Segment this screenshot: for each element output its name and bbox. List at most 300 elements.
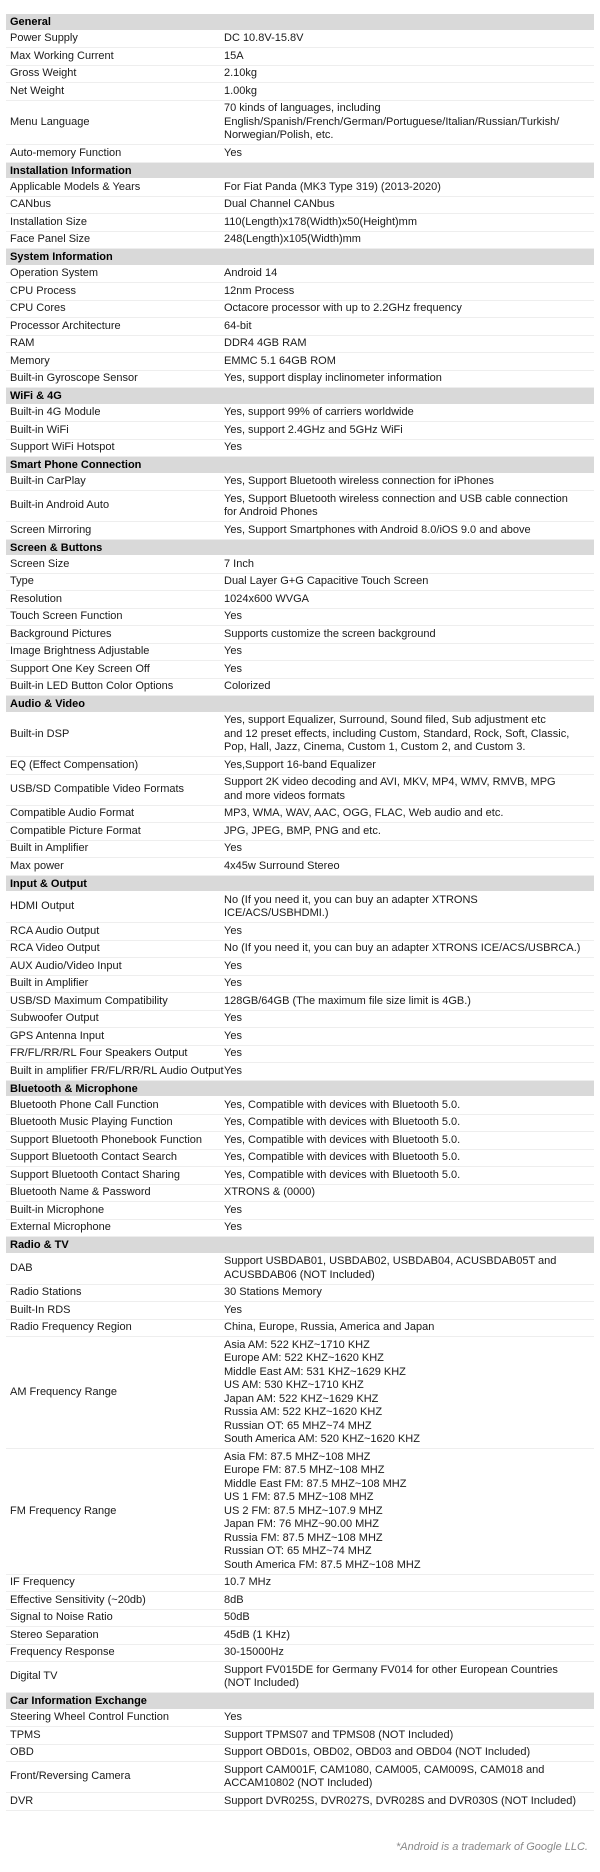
- spec-value: [224, 644, 594, 661]
- spec-value-line: 1.00kg: [224, 84, 258, 97]
- spec-row: [6, 713, 594, 758]
- spec-label: Built-in LED Button Color Options: [10, 680, 174, 692]
- spec-row: [6, 556, 594, 574]
- spec-row: [6, 1610, 594, 1628]
- spec-value: [224, 1285, 594, 1302]
- section-header: Smart Phone Connection: [6, 457, 594, 474]
- spec-label: EQ (Effect Compensation): [10, 758, 139, 771]
- spec-value-line: Middle East FM: 87.5 MHZ~108 MHZ: [224, 1477, 407, 1490]
- spec-label: Built-in WiFi: [10, 423, 69, 436]
- spec-value: [224, 892, 594, 922]
- spec-value-line: Support USBDAB01, USBDAB02, USBDAB04, ACUSBDAB05T and: [224, 1255, 557, 1267]
- spec-row: [6, 661, 594, 679]
- spec-row: [6, 1627, 594, 1645]
- spec-row: [6, 841, 594, 859]
- spec-label: Effective Sensitivity (~20db): [10, 1593, 146, 1606]
- spec-value-line: 30 Stations Memory: [224, 1286, 322, 1298]
- spec-value: [224, 1337, 594, 1448]
- spec-row: [6, 976, 594, 994]
- spec-label: Built-in 4G Module: [10, 406, 101, 418]
- spec-label: External Microphone: [10, 1221, 111, 1233]
- spec-value: [224, 976, 594, 993]
- spec-value: [224, 1592, 594, 1609]
- spec-value: [224, 841, 594, 858]
- spec-label: Bluetooth Music Playing Function: [10, 1116, 173, 1128]
- spec-row: [6, 1745, 594, 1763]
- spec-value-line: No (If you need it, you can buy an adapter XTRONS ICE/ACS/USBRCA.): [224, 942, 581, 954]
- spec-label: Steering Wheel Control Function: [10, 1711, 169, 1723]
- spec-value-line: Europe AM: 522 KHZ~1620 KHZ: [224, 1352, 384, 1364]
- spec-value-line: Yes: [224, 842, 242, 854]
- spec-label: Max Working Current: [10, 49, 114, 62]
- section-header: Screen & Buttons: [6, 540, 594, 557]
- spec-row: [6, 48, 594, 66]
- spec-row: [6, 1115, 594, 1133]
- spec-value: [224, 1302, 594, 1319]
- spec-value-line: Yes: [224, 1012, 242, 1024]
- section-header: Installation Information: [6, 163, 594, 180]
- spec-row: [6, 474, 594, 492]
- section-header: Input & Output: [6, 876, 594, 893]
- spec-value-line: 70 kinds of languages, including: [224, 102, 381, 114]
- spec-value-line: 128GB/64GB (The maximum file size limit is 4GB.): [224, 994, 471, 1007]
- spec-row: [6, 823, 594, 841]
- spec-value-line: US 2 FM: 87.5 MHZ~107.9 MHZ: [224, 1504, 383, 1517]
- spec-label: AM Frequency Range: [10, 1385, 117, 1398]
- spec-label: Radio Frequency Region: [10, 1321, 132, 1333]
- spec-label: Built-in Android Auto: [10, 499, 110, 512]
- spec-value-line: Yes, Support Bluetooth wireless connection for iPhones: [224, 475, 494, 487]
- spec-value: [224, 556, 594, 573]
- spec-label: USB/SD Maximum Compatibility: [10, 994, 168, 1007]
- spec-value: [224, 31, 594, 48]
- spec-value: [224, 1254, 594, 1284]
- spec-row: [6, 574, 594, 592]
- spec-value: [224, 101, 594, 145]
- spec-label: Built-in Microphone: [10, 1203, 105, 1216]
- spec-row: [6, 757, 594, 775]
- spec-row: [6, 318, 594, 336]
- spec-value-line: South America AM: 520 KHZ~1620 KHZ: [224, 1433, 420, 1445]
- section-header: Radio & TV: [6, 1237, 594, 1254]
- spec-value-line: Yes, Support Smartphones with Android 8.0/iOS 9.0 and above: [224, 523, 531, 536]
- spec-value-line: Yes, support display inclinometer information: [224, 372, 442, 384]
- spec-value-line: Yes: [224, 1029, 242, 1042]
- spec-value-line: JPG, JPEG, BMP, PNG and etc.: [224, 824, 381, 837]
- spec-row: [6, 31, 594, 49]
- spec-label: Support Bluetooth Contact Sharing: [10, 1168, 181, 1181]
- spec-value-line: Europe FM: 87.5 MHZ~108 MHZ: [224, 1464, 385, 1476]
- spec-row: [6, 609, 594, 627]
- spec-value: [224, 679, 594, 696]
- spec-row: [6, 491, 594, 522]
- spec-value: [224, 858, 594, 875]
- spec-row: [6, 1762, 594, 1793]
- spec-value-line: Norwegian/Polish, etc.: [224, 129, 334, 141]
- spec-row: [6, 1254, 594, 1285]
- spec-value-line: and more videos formats: [224, 789, 346, 802]
- spec-label: Built in Amplifier: [10, 842, 89, 854]
- spec-label: Power Supply: [10, 32, 78, 44]
- spec-row: [6, 283, 594, 301]
- spec-value: [224, 405, 594, 422]
- spec-row: [6, 1063, 594, 1081]
- spec-value-line: Yes: [224, 645, 242, 657]
- spec-value-line: Russia FM: 87.5 MHZ~108 MHZ: [224, 1531, 383, 1544]
- spec-row: [6, 993, 594, 1011]
- spec-value-line: (NOT Included): [224, 1677, 299, 1689]
- spec-value-line: Yes, support 99% of carriers worldwide: [224, 406, 414, 418]
- spec-value-line: Yes: [224, 1221, 242, 1233]
- spec-value-line: Yes, support Equalizer, Surround, Sound filed, Sub adjustment etc: [224, 714, 546, 726]
- spec-value-line: 8dB: [224, 1593, 244, 1606]
- spec-value: [224, 266, 594, 283]
- spec-row: [6, 197, 594, 215]
- spec-value: [224, 775, 594, 805]
- spec-row: [6, 1011, 594, 1029]
- spec-value: [224, 197, 594, 214]
- spec-value-line: US 1 FM: 87.5 MHZ~108 MHZ: [224, 1491, 374, 1503]
- spec-row: [6, 1793, 594, 1811]
- spec-row: [6, 1320, 594, 1338]
- spec-label: USB/SD Compatible Video Formats: [10, 782, 185, 795]
- spec-value: [224, 1662, 594, 1692]
- spec-value-line: 50dB: [224, 1611, 250, 1623]
- spec-row: [6, 923, 594, 941]
- spec-label: Operation System: [10, 267, 99, 279]
- spec-value-line: 10.7 MHz: [224, 1576, 272, 1588]
- spec-label: Built-in CarPlay: [10, 475, 86, 487]
- spec-row: [6, 858, 594, 876]
- spec-label: HDMI Output: [10, 900, 75, 913]
- spec-value: [224, 1150, 594, 1167]
- spec-value-line: ACCAM10802 (NOT Included): [224, 1777, 373, 1789]
- spec-value: [224, 1727, 594, 1744]
- spec-label: Auto-memory Function: [10, 146, 122, 159]
- spec-label: Menu Language: [10, 115, 90, 128]
- spec-row: [6, 440, 594, 458]
- spec-value: [224, 48, 594, 65]
- spec-value: [224, 1762, 594, 1792]
- spec-row: [6, 336, 594, 354]
- spec-label: Built in amplifier FR/FL/RR/RL Audio Output: [10, 1064, 224, 1077]
- spec-row: [6, 1727, 594, 1745]
- spec-value-line: Yes, Support Bluetooth wireless connection and USB cable connection: [224, 492, 568, 505]
- spec-value: [224, 371, 594, 388]
- spec-value: [224, 145, 594, 162]
- spec-label: Memory: [10, 354, 50, 367]
- spec-value-line: EMMC 5.1 64GB ROM: [224, 354, 336, 367]
- spec-label: Processor Architecture: [10, 319, 121, 332]
- spec-value-line: for Android Phones: [224, 506, 318, 518]
- spec-value-line: 12nm Process: [224, 284, 295, 297]
- spec-value-line: Yes, Compatible with devices with Bluetooth 5.0.: [224, 1168, 461, 1181]
- spec-row: [6, 101, 594, 146]
- spec-label: FR/FL/RR/RL Four Speakers Output: [10, 1047, 188, 1059]
- spec-row: [6, 775, 594, 806]
- spec-value: [224, 318, 594, 335]
- section-header: Audio & Video: [6, 696, 594, 713]
- spec-value-line: Asia FM: 87.5 MHZ~108 MHZ: [224, 1450, 371, 1463]
- spec-value-line: 2.10kg: [224, 67, 258, 79]
- spec-row: [6, 405, 594, 423]
- spec-value: [224, 1575, 594, 1592]
- spec-label: Built in Amplifier: [10, 977, 89, 989]
- spec-value-line: Dual Layer G+G Capacitive Touch Screen: [224, 575, 429, 587]
- spec-label: Built-in DSP: [10, 727, 70, 740]
- spec-label: Built-in Gyroscope Sensor: [10, 372, 138, 384]
- spec-label: Front/Reversing Camera: [10, 1770, 131, 1783]
- spec-label: AUX Audio/Video Input: [10, 959, 122, 972]
- spec-label: IF Frequency: [10, 1576, 75, 1588]
- spec-label: Support One Key Screen Off: [10, 662, 150, 675]
- spec-value: [224, 353, 594, 370]
- spec-label: Installation Size: [10, 215, 88, 228]
- spec-row: [6, 679, 594, 697]
- spec-value: [224, 1710, 594, 1727]
- spec-label: Gross Weight: [10, 67, 77, 79]
- spec-row: [6, 1662, 594, 1693]
- spec-row: [6, 591, 594, 609]
- spec-value: [224, 941, 594, 958]
- spec-row: [6, 644, 594, 662]
- spec-value: [224, 958, 594, 975]
- spec-value-line: Support TPMS07 and TPMS08 (NOT Included): [224, 1728, 454, 1741]
- spec-value: [224, 83, 594, 100]
- spec-row: [6, 941, 594, 959]
- spec-row: [6, 1132, 594, 1150]
- spec-value: [224, 522, 594, 539]
- spec-value: [224, 574, 594, 591]
- spec-value-line: Pop, Hall, Jazz, Cinema, Custom 1, Custom 2, and Custom 3.: [224, 741, 526, 753]
- spec-row: [6, 214, 594, 232]
- spec-value-line: Support DVR025S, DVR027S, DVR028S and DVR030S (NOT Included): [224, 1794, 576, 1807]
- spec-value-line: For Fiat Panda (MK3 Type 319) (2013-2020): [224, 180, 441, 193]
- spec-row: [6, 892, 594, 923]
- spec-value: [224, 806, 594, 823]
- spec-value: [224, 1011, 594, 1028]
- spec-value: [224, 1063, 594, 1080]
- spec-value: [224, 1028, 594, 1045]
- spec-row: [6, 266, 594, 284]
- spec-value-line: English/Spanish/French/German/Portuguese/Italian/Russian/Turkish/: [224, 115, 560, 128]
- spec-value: [224, 661, 594, 678]
- spec-label: Stereo Separation: [10, 1628, 99, 1641]
- spec-value: [224, 823, 594, 840]
- spec-row: [6, 1592, 594, 1610]
- spec-value-line: Yes, Compatible with devices with Bluetooth 5.0.: [224, 1133, 461, 1146]
- spec-label: Signal to Noise Ratio: [10, 1611, 113, 1623]
- spec-value-line: Supports customize the screen background: [224, 627, 436, 640]
- spec-value-line: MP3, WMA, WAV, AAC, OGG, FLAC, Web audio and etc.: [224, 807, 504, 819]
- spec-value: [224, 422, 594, 439]
- spec-value-line: 110(Length)x178(Width)x50(Height)mm: [224, 215, 417, 228]
- spec-label: Compatible Picture Format: [10, 824, 141, 837]
- spec-value: [224, 1167, 594, 1184]
- spec-label: Type: [10, 575, 34, 587]
- spec-value-line: No (If you need it, you can buy an adapter XTRONS: [224, 893, 478, 906]
- spec-label: Support WiFi Hotspot: [10, 441, 115, 453]
- spec-value-line: Yes, Compatible with devices with Bluetooth 5.0.: [224, 1151, 461, 1163]
- spec-row: [6, 353, 594, 371]
- spec-value-line: Japan FM: 76 MHZ~90.00 MHZ: [224, 1518, 379, 1530]
- spec-row: [6, 1046, 594, 1064]
- spec-value-line: Yes: [224, 610, 242, 622]
- spec-label: Applicable Models & Years: [10, 180, 141, 193]
- spec-label: Net Weight: [10, 84, 65, 97]
- spec-value-line: ACUSBDAB06 (NOT Included): [224, 1268, 375, 1281]
- spec-value-line: US AM: 530 KHZ~1710 KHZ: [224, 1379, 364, 1391]
- spec-value-line: Yes: [224, 977, 242, 989]
- spec-row: [6, 1575, 594, 1593]
- spec-row: [6, 1449, 594, 1575]
- spec-value-line: 45dB (1 KHz): [224, 1628, 291, 1641]
- spec-row: [6, 1285, 594, 1303]
- spec-value-line: Yes, Compatible with devices with Bluetooth 5.0.: [224, 1098, 461, 1111]
- section-header: Bluetooth & Microphone: [6, 1081, 594, 1098]
- spec-value-line: 64-bit: [224, 319, 252, 332]
- spec-row: [6, 301, 594, 319]
- spec-value: [224, 1449, 594, 1574]
- spec-value: [224, 609, 594, 626]
- spec-value-line: 4x45w Surround Stereo: [224, 859, 340, 872]
- spec-value: [224, 1745, 594, 1762]
- spec-value: [224, 591, 594, 608]
- spec-value-line: ICE/ACS/USBHDMI.): [224, 907, 329, 919]
- spec-label: GPS Antenna Input: [10, 1029, 105, 1042]
- spec-value: [224, 993, 594, 1010]
- spec-value: [224, 301, 594, 318]
- spec-label: Touch Screen Function: [10, 610, 123, 622]
- spec-row: [6, 626, 594, 644]
- spec-value: [224, 1185, 594, 1202]
- spec-label: CANbus: [10, 198, 51, 210]
- spec-value-line: Yes: [224, 146, 242, 159]
- spec-value-line: Support OBD01s, OBD02, OBD03 and OBD04 (NOT Included): [224, 1746, 531, 1758]
- spec-value-line: 15A: [224, 49, 244, 62]
- spec-value: [224, 214, 594, 231]
- spec-value-line: Colorized: [224, 680, 271, 692]
- spec-value: [224, 179, 594, 196]
- spec-value-line: Yes: [224, 441, 242, 453]
- spec-label: RAM: [10, 337, 35, 349]
- spec-label: RCA Video Output: [10, 942, 100, 954]
- spec-row: [6, 1097, 594, 1115]
- spec-value: [224, 1202, 594, 1219]
- spec-row: [6, 371, 594, 389]
- spec-value: [224, 923, 594, 940]
- spec-label: Image Brightness Adjustable: [10, 645, 150, 657]
- spec-value: [224, 474, 594, 491]
- spec-value-line: and 12 preset effects, including Custom, Standard, Rock, Soft, Classic,: [224, 727, 570, 740]
- spec-row: [6, 1710, 594, 1728]
- spec-value-line: Middle East AM: 531 KHZ~1629 KHZ: [224, 1365, 406, 1378]
- spec-label: Subwoofer Output: [10, 1012, 99, 1024]
- spec-row: [6, 1645, 594, 1663]
- trademark-footnote: *Android is a trademark of Google LLC.: [396, 1841, 588, 1853]
- spec-value: [224, 1115, 594, 1132]
- spec-label: DVR: [10, 1794, 34, 1807]
- spec-row: [6, 1337, 594, 1449]
- spec-label: Compatible Audio Format: [10, 807, 135, 819]
- spec-value: [224, 626, 594, 643]
- spec-value-line: China, Europe, Russia, America and Japan: [224, 1321, 435, 1333]
- spec-value-line: Octacore processor with up to 2.2GHz frequency: [224, 302, 462, 314]
- spec-label: Radio Stations: [10, 1286, 82, 1298]
- spec-row: [6, 1167, 594, 1185]
- spec-label: Max power: [10, 859, 64, 872]
- spec-row: [6, 1220, 594, 1238]
- spec-value: [224, 440, 594, 457]
- spec-row: [6, 958, 594, 976]
- spec-label: Support Bluetooth Phonebook Function: [10, 1133, 203, 1146]
- spec-label: DAB: [10, 1261, 33, 1274]
- spec-value-line: DC 10.8V-15.8V: [224, 32, 304, 44]
- spec-row: [6, 1302, 594, 1320]
- spec-label: Background Pictures: [10, 627, 112, 640]
- spec-row: [6, 66, 594, 84]
- spec-value-line: Support 2K video decoding and AVI, MKV, MP4, WMV, RMVB, MPG: [224, 776, 556, 788]
- spec-value: [224, 1132, 594, 1149]
- spec-value: [224, 757, 594, 774]
- spec-value-line: Yes, support 2.4GHz and 5GHz WiFi: [224, 423, 403, 436]
- spec-row: [6, 145, 594, 163]
- spec-label: Digital TV: [10, 1670, 58, 1683]
- spec-label: Support Bluetooth Contact Search: [10, 1151, 177, 1163]
- spec-label: Face Panel Size: [10, 233, 91, 245]
- spec-label: CPU Process: [10, 284, 77, 297]
- spec-row: [6, 522, 594, 540]
- spec-label: CPU Cores: [10, 302, 66, 314]
- spec-value: [224, 66, 594, 83]
- spec-value-line: DDR4 4GB RAM: [224, 337, 307, 349]
- spec-label: Screen Size: [10, 557, 70, 570]
- spec-label: Frequency Response: [10, 1646, 115, 1658]
- spec-value-line: Russia AM: 522 KHZ~1620 KHZ: [224, 1406, 383, 1418]
- spec-row: [6, 1202, 594, 1220]
- spec-row: [6, 422, 594, 440]
- spec-value: [224, 491, 594, 521]
- spec-label: Bluetooth Name & Password: [10, 1186, 151, 1198]
- spec-value-line: Dual Channel CANbus: [224, 198, 335, 210]
- spec-value-line: Russian OT: 65 MHZ~74 MHZ: [224, 1545, 372, 1557]
- spec-value: [224, 713, 594, 757]
- spec-value-line: Japan AM: 522 KHZ~1629 KHZ: [224, 1392, 379, 1405]
- spec-value-line: Yes: [224, 662, 242, 675]
- spec-value: [224, 1610, 594, 1627]
- spec-label: Built-In RDS: [10, 1303, 71, 1316]
- spec-value-line: Yes: [224, 1064, 242, 1077]
- spec-row: [6, 232, 594, 250]
- spec-value-line: Asia AM: 522 KHZ~1710 KHZ: [224, 1338, 370, 1351]
- spec-value: [224, 336, 594, 353]
- spec-value-line: South America FM: 87.5 MHZ~108 MHZ: [224, 1558, 421, 1571]
- spec-value: [224, 1645, 594, 1662]
- spec-value-line: Yes: [224, 1303, 242, 1316]
- spec-value: [224, 1627, 594, 1644]
- spec-label: Bluetooth Phone Call Function: [10, 1098, 159, 1111]
- spec-value: [224, 1220, 594, 1237]
- spec-value-line: Yes, Compatible with devices with Bluetooth 5.0.: [224, 1116, 461, 1128]
- spec-value-line: 248(Length)x105(Width)mm: [224, 233, 361, 245]
- spec-value-line: 7 Inch: [224, 557, 254, 570]
- spec-label: TPMS: [10, 1728, 41, 1741]
- spec-row: [6, 1028, 594, 1046]
- spec-value: [224, 1320, 594, 1337]
- spec-row: [6, 83, 594, 101]
- section-header: Car Information Exchange: [6, 1693, 594, 1710]
- section-header: General: [6, 14, 594, 31]
